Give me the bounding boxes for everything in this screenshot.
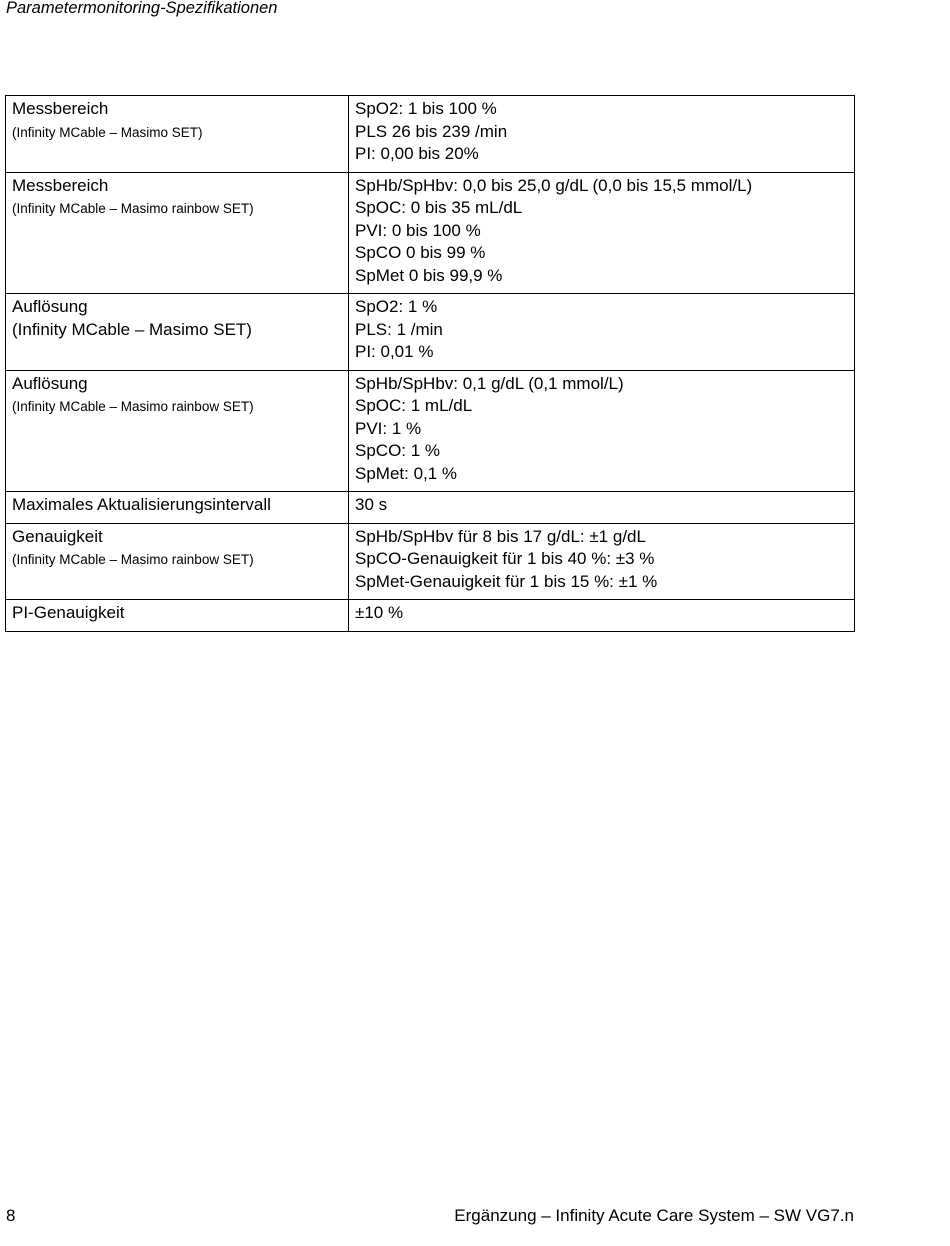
- value-line: PI: 0,00 bis 20%: [355, 144, 479, 163]
- parameter-value-cell: [349, 492, 855, 524]
- value-line: ±10 %: [355, 603, 404, 622]
- table-row: [6, 294, 855, 371]
- parameter-label-cell: [6, 96, 349, 173]
- parameter-label: Messbereich: [12, 175, 109, 195]
- parameter-label: Maximales Aktualisierungsintervall: [12, 495, 271, 514]
- value-line: SpCO: 1 %: [355, 441, 441, 460]
- parameter-label: Auflösung: [12, 373, 88, 393]
- value-line: SpO2: 1 bis 100 %: [355, 99, 497, 118]
- parameter-value-cell: [349, 96, 855, 173]
- table-row: [6, 96, 855, 173]
- parameter-label-cell: [6, 523, 349, 600]
- table-row: [6, 172, 855, 294]
- parameter-sublabel: (Infinity MCable – Masimo rainbow SET): [12, 399, 254, 414]
- parameter-label-cell: [6, 172, 349, 294]
- value-line: SpO2: 1 %: [355, 297, 438, 316]
- value-line: PLS 26 bis 239 /min: [355, 121, 508, 141]
- parameter-value-cell: [349, 523, 855, 600]
- value-line: SpOC: 0 bis 35 mL/dL: [355, 198, 523, 217]
- specifications-table: [5, 95, 855, 632]
- value-line: SpHb/SpHbv für 8 bis 17 g/dL: ±1 g/dL: [355, 526, 646, 546]
- parameter-label-cell: [6, 370, 349, 492]
- parameter-label-cell: [6, 294, 349, 371]
- value-line: 30 s: [355, 495, 388, 514]
- value-line: SpHb/SpHbv: 0,0 bis 25,0 g/dL (0,0 bis 15,5 mmol/L): [355, 175, 753, 195]
- parameter-label: Genauigkeit: [12, 526, 103, 546]
- parameter-label: Messbereich: [12, 99, 109, 118]
- value-line: SpMet: 0,1 %: [355, 463, 458, 483]
- parameter-sublabel: (Infinity MCable – Masimo SET): [12, 124, 203, 140]
- parameter-label-cell: [6, 492, 349, 524]
- parameter-label: Auflösung: [12, 297, 88, 316]
- table-row: [6, 600, 855, 632]
- parameter-label: PI-Genauigkeit: [12, 603, 125, 622]
- page-header-title: Parametermonitoring-Spezifikationen: [6, 0, 278, 17]
- footer-document-title: Ergänzung – Infinity Acute Care System – SW VG7.n: [454, 1206, 854, 1225]
- value-line: SpMet-Genauigkeit für 1 bis 15 %: ±1 %: [355, 571, 658, 591]
- table-row: [6, 492, 855, 524]
- page-number: 8: [6, 1206, 16, 1225]
- parameter-value-cell: [349, 600, 855, 632]
- value-line: PVI: 1 %: [355, 418, 422, 438]
- parameter-label-line-2: (Infinity MCable – Masimo SET): [12, 319, 252, 339]
- value-line: SpCO 0 bis 99 %: [355, 243, 486, 262]
- value-line: SpCO-Genauigkeit für 1 bis 40 %: ±3 %: [355, 549, 655, 568]
- parameter-sublabel: (Infinity MCable – Masimo rainbow SET): [12, 552, 254, 567]
- parameter-label-cell: [6, 600, 349, 632]
- value-line: PLS: 1 /min: [355, 319, 443, 339]
- table-row: [6, 523, 855, 600]
- value-line: PI: 0,01 %: [355, 342, 434, 361]
- parameter-sublabel: (Infinity MCable – Masimo rainbow SET): [12, 201, 254, 216]
- parameter-value-cell: [349, 370, 855, 492]
- value-line: SpMet 0 bis 99,9 %: [355, 265, 503, 285]
- parameter-value-cell: [349, 172, 855, 294]
- value-line: PVI: 0 bis 100 %: [355, 220, 481, 240]
- table-row: [6, 370, 855, 492]
- parameter-value-cell: [349, 294, 855, 371]
- value-line: SpOC: 1 mL/dL: [355, 396, 473, 415]
- value-line: SpHb/SpHbv: 0,1 g/dL (0,1 mmol/L): [355, 373, 624, 393]
